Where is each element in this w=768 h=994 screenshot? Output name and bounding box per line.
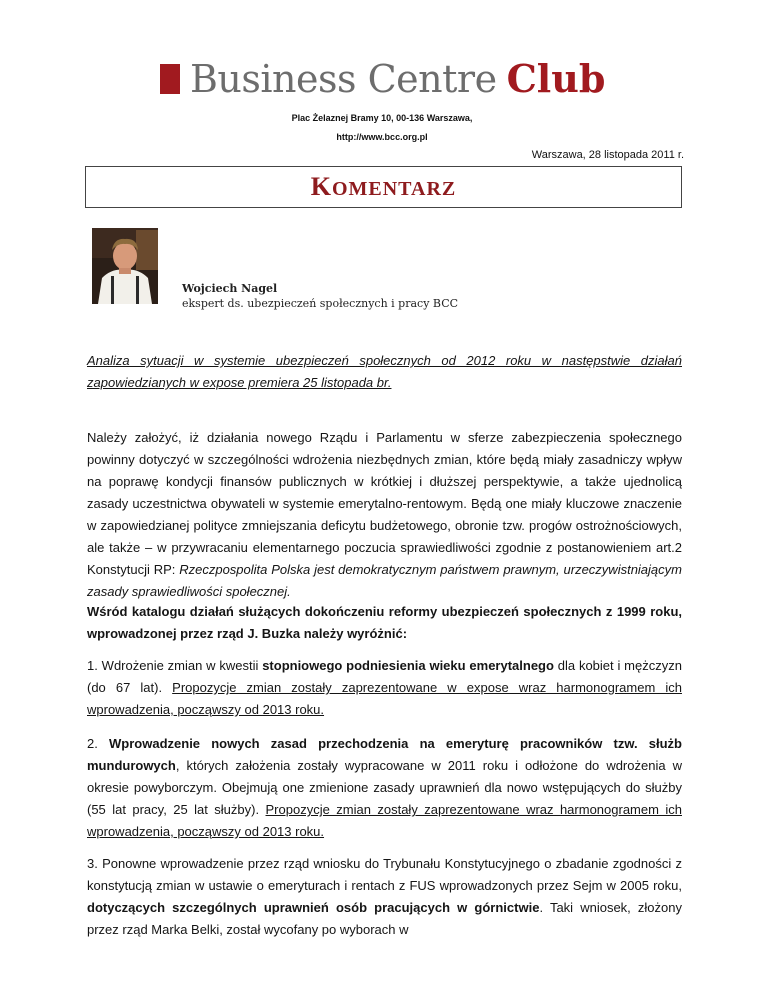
item3-text-cont: . Taki wniosek, złożony przez rząd Marka Belki, został wycofany po wyborach w <box>87 900 682 937</box>
author-name: Wojciech Nagel <box>182 282 278 295</box>
author-photo <box>92 228 158 304</box>
title-first-letter: K <box>310 172 332 201</box>
title-box <box>85 166 682 208</box>
item2-number: 2. <box>87 736 110 751</box>
item3-text: 3. Ponowne wprowadzenie przez rząd wniosku do Trybunału Konstytucyjnego o zbadanie zgodności z konstytucją zmian w ustawie o emeryturach i rentach z FUS wprowadzonych przez Sejm w 2005 roku, <box>87 856 682 893</box>
logo-square-icon <box>160 64 180 94</box>
logo-business-text: Business Centre <box>190 57 497 101</box>
item1-text-cont: dla kobiet i mężczyzn (do 67 lat). <box>87 658 682 695</box>
address-line: Plac Żelaznej Bramy 10, 00-136 Warszawa, <box>291 113 473 123</box>
item2-bold: Wprowadzenie nowych zasad przechodzenia na emeryturę pracowników tzw. służb mundurowych <box>87 736 682 773</box>
list-item-3 <box>87 853 682 941</box>
author-portrait-icon <box>92 228 158 304</box>
website-link[interactable]: http://www.bcc.org.pl <box>336 132 428 142</box>
paragraph-intro-text: Należy założyć, iż działania nowego Rządu i Parlamentu w sferze zabezpieczenia społecznego powinny dotyczyć w szczególności wdrożenia niezbędnych zmian, które będą miały zasadniczy wpływ na poprawę kondycji finansów publicznych w krótkiej i dłuższej perspektywie, a także ujednolicą zasady uczestnictwa obywateli w systemie emerytalno-rentowym. Będą one miały kluczowe znaczenie w zapowiedzianej polityce zmniejszania deficytu budżetowego, obronie tzw. progów ostrożnościowych, ale także – w przywracaniu elementarnego poczucia sprawiedliwości zgodnie z postanowieniem art.2 Konstytucji RP: <box>87 430 682 577</box>
list-item-1 <box>87 655 682 721</box>
logo-club-text: Club <box>506 56 606 101</box>
paragraph-catalog: Wśród katalogu działań służących dokończeniu reformy ubezpieczeń społecznych z 1999 roku, wprowadzonej przez rząd J. Buzka należy wyróżnić: <box>87 604 682 641</box>
author-role: ekspert ds. ubezpieczeń społecznych i pracy BCC <box>182 297 459 310</box>
item1-bold: stopniowego podniesienia wieku emerytalnego <box>262 658 554 673</box>
title-rest: OMENTARZ <box>331 178 457 200</box>
item1-text: 1. Wdrożenie zmian w kwestii <box>87 658 263 673</box>
bcc-logo <box>160 58 605 100</box>
item2-text: , których założenia zostały wypracowane w 2011 roku i odłożone do wdrożenia w okresie powyborczym. Obejmują one zmienione zasady uprawnień dla nowo wstępujących do służby (55 lat pracy, 25 lat służby). <box>87 758 682 817</box>
document-date: Warszawa, 28 listopada 2011 r. <box>531 149 684 161</box>
item2-underlined: Propozycje zmian zostały zaprezentowane wraz harmonogramem ich wprowadzenia, począwszy od 2013 roku. <box>87 802 682 839</box>
item3-bold: dotyczących szczególnych uprawnień osób pracujących w górnictwie <box>87 900 540 915</box>
document-heading: Analiza sytuacji w systemie ubezpieczeń społecznych od 2012 roku w następstwie działań zapowiedzianych w expose premiera 25 listopada br. <box>87 353 682 390</box>
item1-underlined: Propozycje zmian zostały zaprezentowane w expose wraz harmonogramem ich wprowadzenia, począwszy od 2013 roku. <box>87 680 682 717</box>
constitution-quote: Rzeczpospolita Polska jest demokratycznym państwem prawnym, urzeczywistniającym zasady sprawiedliwości społecznej. <box>87 562 682 599</box>
list-item-2 <box>87 733 682 843</box>
paragraph-intro <box>87 427 682 603</box>
